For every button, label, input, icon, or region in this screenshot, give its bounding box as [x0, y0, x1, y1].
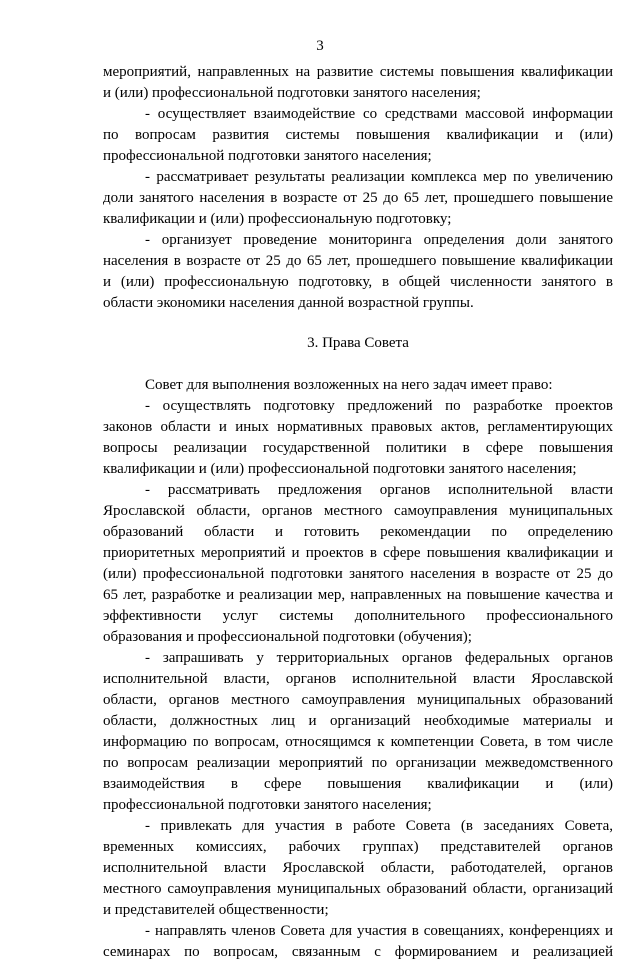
text-line: Совет для выполнения возложенных на него задач имеет право:: [145, 377, 553, 393]
text-line: - направлять членов Совета для участия в совещаниях, конференциях и: [145, 923, 613, 939]
paragraph-review: [103, 167, 613, 230]
text-line: - рассматривать предложения органов исполнительной власти: [145, 482, 613, 498]
text-line: - запрашивать у территориальных органов федеральных органов: [145, 650, 613, 666]
text-line: - организует проведение мониторинга определения доли занятого: [145, 232, 613, 248]
text-line: по вопросам развития системы повышения квалификации и (или): [103, 127, 613, 143]
text-line: - привлекать для участия в работе Совета (в заседаниях Совета,: [145, 818, 613, 834]
text-line: профессиональной подготовки занятого населения;: [103, 797, 432, 813]
text-line: семинарах по вопросам, связанным с формированием и реализацией: [103, 944, 613, 960]
paragraph-right-request: [103, 648, 613, 816]
text-line: приоритетных мероприятий и проектов в сфере повышения квалификации и: [103, 545, 613, 561]
text-line: исполнительной власти Ярославской области, работодателей, органов: [103, 860, 613, 876]
text-line: квалификации и (или) профессиональную подготовку;: [103, 211, 452, 227]
text-line: информацию по вопросам, относящимся к компетенции Совета, в том числе: [103, 734, 613, 750]
text-line: по вопросам реализации мероприятий по организации межведомственного: [103, 755, 613, 771]
text-line: профессиональной подготовки занятого населения;: [103, 148, 432, 164]
paragraph-right-consider: [103, 480, 613, 648]
text-line: эффективности услуг системы дополнительного профессионального: [103, 608, 613, 624]
text-line: - осуществлять подготовку предложений по разработке проектов: [145, 398, 613, 414]
text-line: и (или) профессиональную подготовку, в общей численности занятого в: [103, 274, 613, 290]
paragraph-monitoring: [103, 230, 613, 314]
paragraph-right-involve: [103, 816, 613, 921]
page-number: 3: [316, 38, 324, 54]
text-line: Ярославской области, органов местного самоуправления муниципальных: [103, 503, 613, 519]
text-line: образования и профессиональной подготовки (обучения);: [103, 629, 472, 645]
text-line: доли занятого населения в возрасте от 25 до 65 лет, прошедшего повышение: [103, 190, 613, 206]
text-line: - рассматривает результаты реализации комплекса мер по увеличению: [145, 169, 613, 185]
section-heading: 3. Права Совета: [307, 335, 409, 351]
text-line: временных комиссиях, рабочих группах) представителей органов: [103, 839, 613, 855]
document-body: [103, 62, 613, 963]
text-line: образований области и готовить рекомендации по определению: [103, 524, 613, 540]
text-line: 65 лет, разработке и реализации мер, направленных на повышение качества и: [103, 587, 613, 603]
text-line: - осуществляет взаимодействие со средствами массовой информации: [145, 106, 613, 122]
text-line: области экономики населения данной возрастной группы.: [103, 295, 474, 311]
text-line: населения в возрасте от 25 до 65 лет, прошедшего повышение квалификации: [103, 253, 613, 269]
text-line: области, должностных лиц и организаций необходимые материалы и: [103, 713, 613, 729]
text-line: мероприятий, направленных на развитие системы повышения квалификации: [103, 64, 613, 80]
paragraph-continuation: [103, 62, 613, 104]
paragraph-right-proposals: [103, 396, 613, 480]
paragraph-right-delegate: [103, 921, 613, 963]
text-line: законов области и иных нормативных правовых актов, регламентирующих: [103, 419, 613, 435]
text-line: квалификации и (или) профессиональной подготовки занятого населения;: [103, 461, 577, 477]
text-line: и (или) профессиональной подготовки занятого населения;: [103, 85, 481, 101]
text-line: и представителей общественности;: [103, 902, 329, 918]
paragraph-intro: [103, 375, 613, 396]
text-line: (или) профессиональной подготовки занятого населения в возрасте от 25 до: [103, 566, 613, 582]
text-line: взаимодействия в сфере повышения квалификации и (или): [103, 776, 613, 792]
text-line: вопросы реализации государственной политики в сфере повышения: [103, 440, 613, 456]
text-line: области, органов местного самоуправления муниципальных образований: [103, 692, 613, 708]
paragraph-media: [103, 104, 613, 167]
text-line: исполнительной власти, органов исполнительной власти Ярославской: [103, 671, 613, 687]
text-line: местного самоуправления муниципальных образований области, организаций: [103, 881, 613, 897]
